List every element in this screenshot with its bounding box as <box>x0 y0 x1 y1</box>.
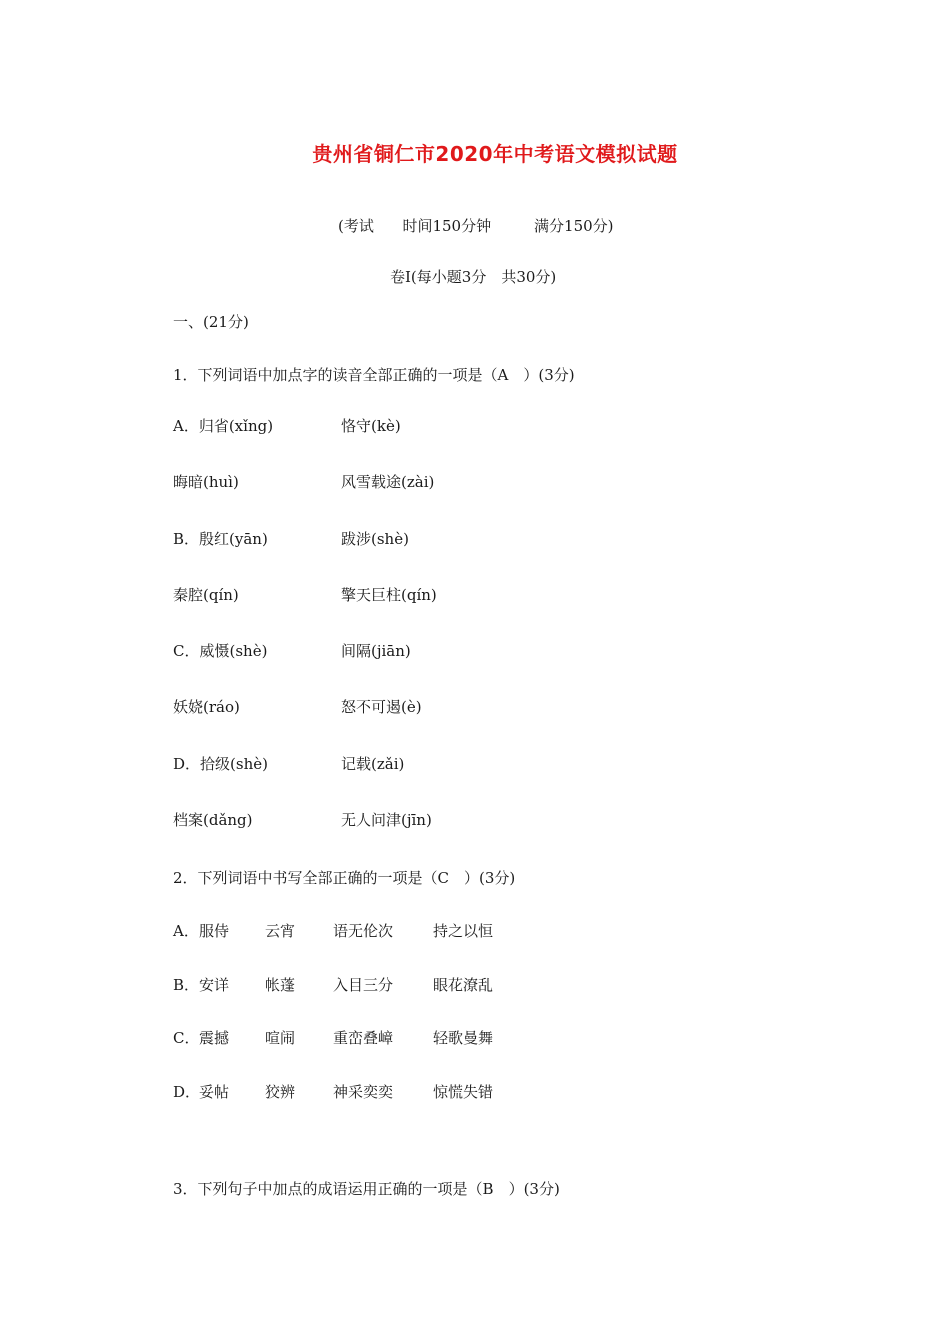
option-term: 擎天巨柱(qín) <box>341 586 437 604</box>
option-term: 秦腔(qín) <box>173 586 239 604</box>
option-term: 无人问津(jīn) <box>341 811 432 829</box>
question-1-option-row <box>173 584 437 605</box>
option-letter: D． <box>173 1083 201 1101</box>
option-word: 安详 <box>199 976 230 994</box>
option-term: C．威慑(shè) <box>173 642 268 660</box>
option-term: B．殷红(yān) <box>173 530 268 548</box>
option-word: 惊慌失错 <box>433 1083 494 1101</box>
option-term: 档案(dǎng) <box>173 811 253 829</box>
section-heading: 一、(21分) <box>173 313 249 331</box>
option-term: D．拾级(shè) <box>173 755 268 773</box>
option-word: 轻歌曼舞 <box>433 1029 494 1047</box>
exam-label: (考试 <box>338 217 374 235</box>
question-1-option-row <box>173 753 404 774</box>
option-word: 喧闹 <box>265 1029 296 1047</box>
question-3-stem: 3．下列句子中加点的成语运用正确的一项是（B ）(3分) <box>173 1180 560 1198</box>
option-word: 帐蓬 <box>265 976 296 994</box>
option-term: 妖娆(ráo) <box>173 698 240 716</box>
option-word: 眼花潦乱 <box>433 976 494 994</box>
exam-score: 满分150分) <box>534 217 614 235</box>
volume-heading: 卷Ⅰ(每小题3分 共30分) <box>390 268 557 286</box>
option-term: A．归省(xǐng) <box>173 417 274 435</box>
question-2-option-row <box>173 974 493 995</box>
option-letter: A． <box>173 922 199 940</box>
option-term: 风雪载途(zài) <box>341 473 435 491</box>
option-term: 跋涉(shè) <box>341 530 409 548</box>
option-term: 记载(zǎi) <box>341 755 405 773</box>
question-1-option-row <box>173 696 422 717</box>
option-word: 重峦叠嶂 <box>333 1029 394 1047</box>
document-title: 贵州省铜仁市2020年中考语文模拟试题 <box>312 142 678 166</box>
option-term: 怒不可遏(è) <box>341 698 422 716</box>
exam-info <box>338 215 614 236</box>
question-1-option-row <box>173 640 411 661</box>
option-term: 晦暗(huì) <box>173 473 239 491</box>
option-word: 妥帖 <box>199 1083 230 1101</box>
question-1-option-row <box>173 809 432 830</box>
question-1-option-row <box>173 415 401 436</box>
option-term: 恪守(kè) <box>341 417 401 435</box>
option-word: 持之以恒 <box>433 922 494 940</box>
question-1-option-row <box>173 528 409 549</box>
option-letter: C． <box>173 1029 200 1047</box>
option-term: 间隔(jiān) <box>341 642 411 660</box>
option-word: 语无伦次 <box>333 922 394 940</box>
question-1-option-row <box>173 471 434 492</box>
question-1-stem: 1．下列词语中加点字的读音全部正确的一项是（A ）(3分) <box>173 366 575 384</box>
option-word: 狡辨 <box>265 1083 296 1101</box>
question-2-option-row <box>173 1081 493 1102</box>
question-2-stem: 2．下列词语中书写全部正确的一项是（C ）(3分) <box>173 869 516 887</box>
option-letter: B． <box>173 976 200 994</box>
question-2-option-row <box>173 920 493 941</box>
option-word: 神采奕奕 <box>333 1083 394 1101</box>
option-word: 服侍 <box>199 922 230 940</box>
option-word: 云宵 <box>265 922 296 940</box>
question-2-option-row <box>173 1027 493 1048</box>
option-word: 震撼 <box>199 1029 230 1047</box>
option-word: 入目三分 <box>333 976 394 994</box>
exam-time: 时间150分钟 <box>402 217 492 235</box>
